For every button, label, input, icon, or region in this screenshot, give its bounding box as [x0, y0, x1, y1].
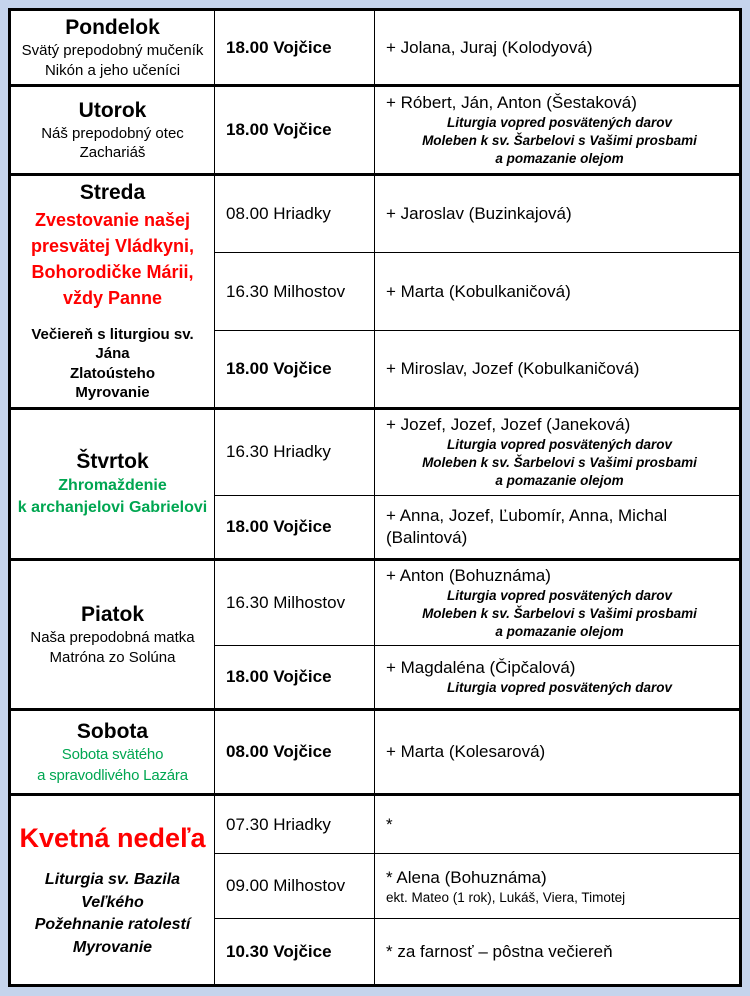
time-label: 18.00 Vojčice: [226, 667, 332, 687]
day-subtitle-line: a spravodlivého Lazára: [37, 766, 188, 784]
day-cell: [10, 175, 215, 409]
intention-cell: [375, 253, 741, 331]
intention-cell: [375, 854, 741, 919]
intention-cell: [375, 86, 741, 175]
intention-cell: [375, 646, 741, 710]
note-line: Liturgia vopred posvätených darov: [446, 436, 673, 452]
intention-line: * za farnosť – pôstna večiereň: [386, 941, 613, 961]
time-cell: [215, 253, 375, 331]
intention-line: + Jolana, Juraj (Kolodyová): [386, 37, 593, 57]
time-cell: [215, 86, 375, 175]
note-line: Moleben k sv. Šarbelovi s Vašimi prosbami: [422, 133, 697, 149]
time-cell: [215, 854, 375, 919]
intention-cell: [375, 710, 741, 795]
intention-cell: [375, 331, 741, 409]
intention-line: + Marta (Kolesarová): [386, 742, 546, 762]
time-label: 10.30 Vojčice: [226, 941, 332, 961]
schedule-row: [10, 408, 741, 495]
note-line: Liturgia vopred posvätených darov: [446, 587, 673, 603]
schedule-row: [10, 559, 741, 646]
intention-cell: [375, 408, 741, 495]
day-subtitle-line: k archanjelovi Gabrielovi: [17, 498, 208, 516]
note-line: a pomazanie olejom: [495, 151, 624, 167]
spacer: [17, 311, 208, 325]
intention-cell: [375, 495, 741, 559]
day-subtitle-line: Požehnanie ratolestí: [34, 916, 191, 934]
intention-line: * Alena (Bohuznáma): [386, 867, 547, 887]
day-subtitle-line: Liturgia sv. Bazila Veľkého: [44, 871, 181, 911]
time-cell: [215, 495, 375, 559]
day-title: Utorok: [78, 98, 147, 122]
intention-line: + Anton (Bohuznáma): [386, 565, 551, 585]
schedule-row: [10, 175, 741, 253]
schedule-row: [10, 795, 741, 854]
time-label: 08.00 Hriadky: [226, 204, 331, 224]
intention-line: + Róbert, Ján, Anton (Šestaková): [386, 92, 637, 112]
time-cell: [215, 919, 375, 986]
note-line: a pomazanie olejom: [495, 473, 624, 489]
intention-line: + Marta (Kobulkaničová): [386, 281, 571, 301]
intention-cell: [375, 919, 741, 986]
spacer: [17, 855, 208, 869]
intention-line: + Miroslav, Jozef (Kobulkaničová): [386, 358, 640, 378]
intention-cell: [375, 175, 741, 253]
day-subtitle-line: Svätý prepodobný mučeník: [21, 42, 204, 60]
day-subtitle-line: Myrovanie: [72, 938, 153, 956]
day-subtitle-line: Večiereň s liturgiou sv. Jána: [31, 325, 194, 363]
intention-cell: [375, 795, 741, 854]
schedule-row: [10, 10, 741, 86]
day-subtitle-line: Zlatoústeho: [70, 364, 155, 382]
day-title: Streda: [79, 181, 146, 205]
time-cell: [215, 331, 375, 409]
day-subtitle-line: vždy Panne: [62, 287, 163, 308]
intention-line: + Jaroslav (Buzinkajová): [386, 204, 572, 224]
note-line: Moleben k sv. Šarbelovi s Vašimi prosbami: [422, 455, 697, 471]
day-subtitle-line: Myrovanie: [75, 384, 150, 402]
time-cell: [215, 559, 375, 646]
time-cell: [215, 646, 375, 710]
schedule-row: [10, 86, 741, 175]
day-subtitle-line: Zvestovanie našej: [34, 209, 191, 230]
day-title: Pondelok: [65, 16, 160, 39]
time-label: 18.00 Vojčice: [226, 120, 332, 140]
day-cell: [10, 710, 215, 795]
intention-line: + Jozef, Jozef, Jozef (Janeková): [386, 414, 631, 434]
time-cell: [215, 408, 375, 495]
schedule-table: [8, 8, 742, 987]
intention-line: *: [386, 814, 393, 834]
day-cell: [10, 408, 215, 559]
day-cell: [10, 10, 215, 86]
day-cell: [10, 86, 215, 175]
intention-cell: [375, 559, 741, 646]
time-cell: [215, 175, 375, 253]
day-cell: [10, 559, 215, 710]
day-subtitle-line: Nikón a jeho učeníci: [44, 61, 181, 79]
day-title: Kvetná nedeľa: [19, 822, 206, 853]
intention-line: ekt. Mateo (1 rok), Lukáš, Viera, Timotej: [386, 889, 626, 905]
time-label: 08.00 Vojčice: [226, 742, 332, 762]
note-line: a pomazanie olejom: [495, 624, 624, 640]
time-label: 07.30 Hriadky: [226, 814, 331, 834]
day-subtitle-line: Náš prepodobný otec: [41, 124, 184, 142]
day-subtitle-line: Matróna zo Solúna: [49, 648, 176, 666]
time-cell: [215, 795, 375, 854]
schedule-row: [10, 710, 741, 795]
day-subtitle-line: Zachariáš: [79, 144, 146, 162]
note-line: Moleben k sv. Šarbelovi s Vašimi prosbami: [422, 605, 697, 621]
day-subtitle-line: Naša prepodobná matka: [30, 629, 195, 647]
time-label: 18.00 Vojčice: [226, 516, 332, 536]
day-title: Sobota: [76, 720, 149, 743]
intention-cell: [375, 10, 741, 86]
day-subtitle-line: presvätej Vládkyni,: [30, 235, 195, 256]
time-label: 16.30 Milhostov: [226, 593, 346, 612]
day-subtitle-line: Sobota svätého: [61, 746, 164, 764]
note-line: Liturgia vopred posvätených darov: [446, 114, 673, 130]
intention-line: + Anna, Jozef, Ľubomír, Anna, Michal (Balintová): [386, 505, 668, 547]
time-cell: [215, 10, 375, 86]
day-cell: [10, 795, 215, 986]
day-subtitle-line: Bohorodičke Márii,: [31, 261, 194, 282]
day-subtitle-line: Zhromaždenie: [58, 477, 167, 495]
day-title: Piatok: [80, 602, 145, 626]
time-cell: [215, 710, 375, 795]
time-label: 16.30 Milhostov: [226, 281, 346, 301]
day-title: Štvrtok: [76, 450, 149, 474]
note-line: Liturgia vopred posvätených darov: [446, 680, 673, 696]
intention-line: + Magdaléna (Čipčalová): [386, 658, 576, 678]
time-label: 16.30 Hriadky: [226, 442, 331, 462]
time-label: 18.00 Vojčice: [226, 358, 332, 378]
time-label: 09.00 Milhostov: [226, 876, 346, 896]
time-label: 18.00 Vojčice: [226, 37, 332, 57]
